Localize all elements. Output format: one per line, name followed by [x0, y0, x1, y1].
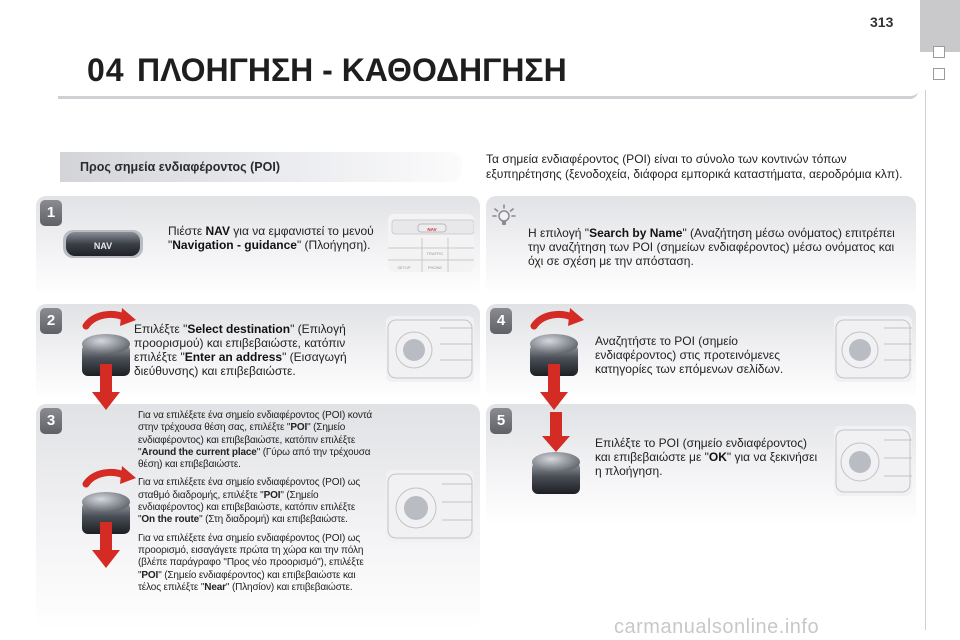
step-1-menu-term: Navigation - guidance [172, 238, 297, 252]
menu-term: POI [290, 422, 308, 434]
text-part: " (Πλησίον) και επιβεβαιώστε. [225, 581, 353, 593]
text-part: " (Σημείο ενδιαφέροντος) και επιβεβαιώστε, κατόπιν επιλέξτε " [138, 422, 356, 458]
chapter-number: 04 [87, 52, 125, 88]
console-panel-image [388, 214, 474, 272]
step-1-text-part: " (Πλοήγηση). [296, 238, 371, 252]
tip-text [528, 226, 908, 268]
tip-menu-term: Search by Name [589, 226, 683, 240]
step-1-text [168, 224, 380, 252]
lightbulb-icon [492, 204, 516, 228]
step-number-badge: 1 [40, 200, 62, 226]
page-number: 313 [870, 14, 894, 30]
menu-term: POI [141, 569, 159, 581]
step-2-text-part: " (Επιλογή προορισμού) και επιβεβαιώστε, κατόπιν επιλέξτε " [134, 322, 346, 364]
nav-button-image [62, 224, 144, 262]
page-guide-line [925, 90, 926, 630]
page-marker-square [933, 68, 945, 80]
text-part: " (Σημείο ενδιαφέροντος) και επιβεβαιώστε και τέλος επιλέξτε " [138, 569, 356, 593]
menu-term: POI [263, 489, 281, 501]
step-2-menu-term: Enter an address [184, 350, 283, 364]
console-nav-label: NAV [427, 227, 437, 232]
press-knob-image [522, 410, 590, 520]
step-3-paragraph [138, 533, 374, 594]
page-tab [920, 0, 960, 52]
text-part: " (Στη διαδρομή) και επιβεβαιώστε. [199, 514, 348, 526]
step-5-ok-term: OK [708, 450, 727, 464]
text-part: " (Σημείο ενδιαφέροντος) και επιβεβαιώστε, κατόπιν επιλέξτε " [138, 489, 356, 526]
rotary-knob-image [520, 304, 588, 414]
step-2-text-part: " (Εισαγωγή διεύθυνσης) και επιβεβαιώστε. [134, 350, 347, 378]
step-number-badge: 4 [490, 308, 512, 334]
section-intro: Τα σημεία ενδιαφέροντος (POI) είναι το σύνολο των κοντινών τόπων εξυπηρέτησης (ξενοδοχεία, διάφορα εμπορικά καταστήματα, αεροδρόμια κλπ). [486, 152, 903, 181]
console-dial-image [386, 316, 474, 382]
step-1-text-part: Πιέστε [168, 224, 206, 238]
chapter-title: ΠΛΟΗΓΗΣΗ - ΚΑΘΟΔΗΓΗΣΗ [137, 52, 567, 88]
console-dial-image [834, 316, 912, 382]
text-part: Για να επιλέξετε ένα σημείο ενδιαφέροντος (POI) ως σταθμό διαδρομής, επιλέξτε " [138, 477, 361, 501]
console-traffic-label: TRAFFIC [426, 251, 444, 256]
menu-term: Near [204, 581, 226, 593]
text-part: Για να επιλέξετε ένα σημείο ενδιαφέροντος (POI) ως προορισμό, εισαγάγετε πρώτα τη χώρα και την πόλη (βλέπε παράγραφο "Προς νέο προορισμό"), επιλέξτε " [138, 532, 364, 581]
step-number-badge: 3 [40, 408, 62, 434]
page-marker-square [933, 46, 945, 58]
step-2-text-part: Επιλέξτε " [134, 322, 188, 336]
console-phone-label: PHONE [427, 265, 443, 270]
step-5-text-part: Επιλέξτε το POI (σημείο ενδιαφέροντος) και επιβεβαιώστε με " [595, 436, 807, 464]
step-5-text-part: " για να ξεκινήσει η πλοήγηση. [595, 450, 818, 478]
step-3-paragraph [138, 477, 374, 526]
watermark: carmanualsonline.info [614, 616, 820, 638]
tip-text-part: " (Αναζήτηση μέσω ονόματος) επιτρέπει την αναζήτηση των POI (σημείων ενδιαφέροντος) μέσω ονόματος και όχι σε σχέση με την απόσταση. [528, 226, 895, 268]
step-2-menu-term: Select destination [187, 322, 291, 336]
step-3-paragraph [138, 410, 374, 471]
text-part: Για να επιλέξετε ένα σημείο ενδιαφέροντος (POI) κοντά στην τρέχουσα θέση σας, επιλέξτε " [138, 410, 373, 434]
nav-button-label: NAV [93, 241, 113, 251]
step-number-badge: 2 [40, 308, 62, 334]
step-1-text-part: για να εμφανιστεί το μενού " [168, 224, 374, 252]
tip-text-part: Η επιλογή " [528, 226, 590, 240]
menu-term: On the route [141, 514, 200, 526]
step-number-badge: 5 [490, 408, 512, 434]
console-dial-image [386, 470, 474, 542]
rotary-knob-image [72, 304, 140, 414]
section-title: Προς σημεία ενδιαφέροντος (POI) [80, 160, 280, 174]
step-1-nav-term: NAV [205, 224, 230, 238]
console-dial-image [834, 426, 912, 496]
console-setup-label: SETUP [397, 265, 411, 270]
step-4-text: Αναζητήστε το POI (σημείο ενδιαφέροντος) στις προτεινόμενες κατηγορίες των επόμενων σελίδων. [595, 334, 784, 376]
step-2-text [134, 322, 374, 378]
menu-term: Around the current place [141, 446, 257, 458]
step-5-text [595, 436, 825, 478]
text-part: " (Γύρω από την τρέχουσα θέση) και επιβεβαιώστε. [138, 446, 371, 471]
step-3-text [138, 410, 374, 600]
rotary-knob-image [72, 462, 140, 572]
